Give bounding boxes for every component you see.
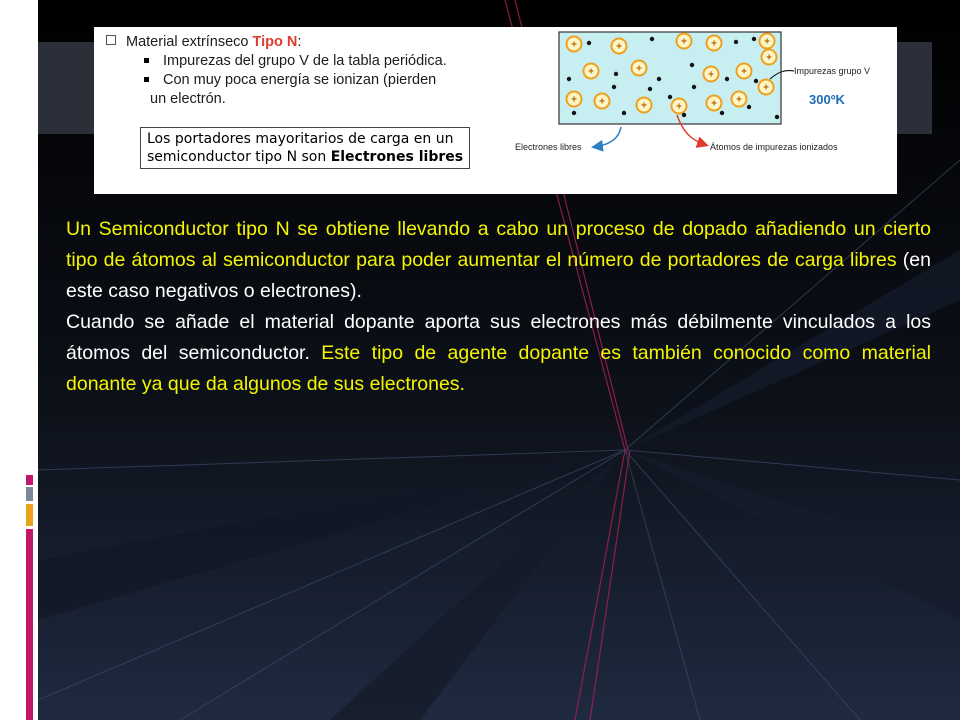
electron-dot-icon xyxy=(752,37,756,41)
electron-dot-icon xyxy=(650,37,654,41)
label-ionized-atoms: Átomos de impurezas ionizados xyxy=(710,142,838,152)
ionized-atom-icon xyxy=(707,96,722,111)
sub-bullet-text: un electrón. xyxy=(150,91,226,107)
ionized-atom-icon xyxy=(632,61,647,76)
svg-text:+: + xyxy=(763,82,769,94)
main-bullet-suffix: : xyxy=(297,34,302,50)
svg-text:+: + xyxy=(588,66,594,78)
svg-text:+: + xyxy=(599,96,605,108)
electron-dot-icon xyxy=(622,111,626,115)
electron-dot-icon xyxy=(775,115,779,119)
electron-dot-icon xyxy=(747,105,751,109)
label-impurities: Impurezas grupo V xyxy=(794,66,871,76)
svg-text:+: + xyxy=(616,41,622,53)
ionized-atom-icon xyxy=(677,34,692,49)
ionized-atom-icon xyxy=(707,36,722,51)
electron-dot-icon xyxy=(572,111,576,115)
electron-dot-icon xyxy=(720,111,724,115)
paragraph-2-text: Cuando se añade el material dopante aporta sus electrones más débilmente vinculados a los átomos del semiconductor. xyxy=(66,311,931,364)
svg-text:+: + xyxy=(636,63,642,75)
ionized-atom-icon xyxy=(567,92,582,107)
accent-bar-magenta-long xyxy=(26,529,33,720)
electron-dot-icon xyxy=(648,87,652,91)
svg-text:+: + xyxy=(708,69,714,81)
ionized-atom-icon xyxy=(595,94,610,109)
electron-dot-icon xyxy=(587,41,591,45)
electron-dot-icon xyxy=(567,77,571,81)
electron-dot-icon xyxy=(725,77,729,81)
box-line-1: Los portadores mayoritarios de carga en un xyxy=(147,131,454,147)
svg-text:+: + xyxy=(681,36,687,48)
paragraph-1 xyxy=(66,214,931,307)
svg-text:+: + xyxy=(571,94,577,106)
electron-dot-icon xyxy=(754,79,758,83)
main-bullet-emphasis: Tipo N xyxy=(252,34,298,50)
box-line-2-bold: Electrones libres xyxy=(330,149,464,165)
accent-bar-orange xyxy=(26,504,33,526)
figure-image xyxy=(94,27,897,194)
svg-text:+: + xyxy=(766,52,772,64)
accent-bar-gray xyxy=(26,487,33,501)
label-free-electrons: Electrones libres xyxy=(515,142,582,152)
svg-text:+: + xyxy=(676,101,682,113)
electron-dot-icon xyxy=(682,113,686,117)
ionized-atom-icon xyxy=(637,98,652,113)
electron-dot-icon xyxy=(734,40,738,44)
electron-dot-icon xyxy=(692,85,696,89)
arrow-free-electrons xyxy=(594,127,621,147)
ionized-atom-icon xyxy=(732,92,747,107)
svg-text:+: + xyxy=(741,66,747,78)
paragraph-2 xyxy=(66,307,931,400)
electron-dot-icon xyxy=(668,95,672,99)
ionized-atom-icon xyxy=(612,39,627,54)
ionized-atom-icon xyxy=(762,50,777,65)
box-line-2-text: semiconductor tipo N son xyxy=(147,149,331,165)
svg-text:+: + xyxy=(711,38,717,50)
ionized-atom-icon xyxy=(584,64,599,79)
electron-dot-icon xyxy=(614,72,618,76)
accent-bar-magenta xyxy=(26,475,33,485)
electron-dot-icon xyxy=(657,77,661,81)
sub-bullet-text: Impurezas del grupo V de la tabla periódica. xyxy=(163,53,447,69)
semiconductor-lattice-diagram xyxy=(94,27,897,194)
ionized-atom-icon xyxy=(672,99,687,114)
ionized-atom-icon xyxy=(704,67,719,82)
paragraph-1-text: (en este caso negativos o electrones). xyxy=(66,249,931,302)
svg-text:+: + xyxy=(711,98,717,110)
ionized-atom-icon xyxy=(737,64,752,79)
ionized-atom-icon xyxy=(759,80,774,95)
sub-bullet-text: Con muy poca energía se ionizan (pierden xyxy=(163,72,437,88)
svg-text:+: + xyxy=(641,100,647,112)
electron-dot-icon xyxy=(690,63,694,67)
ionized-atom-icon xyxy=(567,37,582,52)
main-bullet-text: Material extrínseco xyxy=(126,34,253,50)
electron-dot-icon xyxy=(612,85,616,89)
label-temperature: 300ºK xyxy=(809,92,845,107)
svg-text:+: + xyxy=(571,39,577,51)
ionized-atom-icon xyxy=(760,34,775,49)
paragraph-2-highlight: Este tipo de agente dopante es también conocido como material donante ya que da algunos de sus electrones. xyxy=(66,342,931,395)
svg-text:+: + xyxy=(764,36,770,48)
svg-text:+: + xyxy=(736,94,742,106)
paragraph-1-highlight: Un Semiconductor tipo N se obtiene llevando a cabo un proceso de dopado añadiendo un cierto tipo de átomos al semiconductor para poder aumentar el número de portadores de carga libres xyxy=(66,218,931,271)
body-text xyxy=(66,214,931,400)
